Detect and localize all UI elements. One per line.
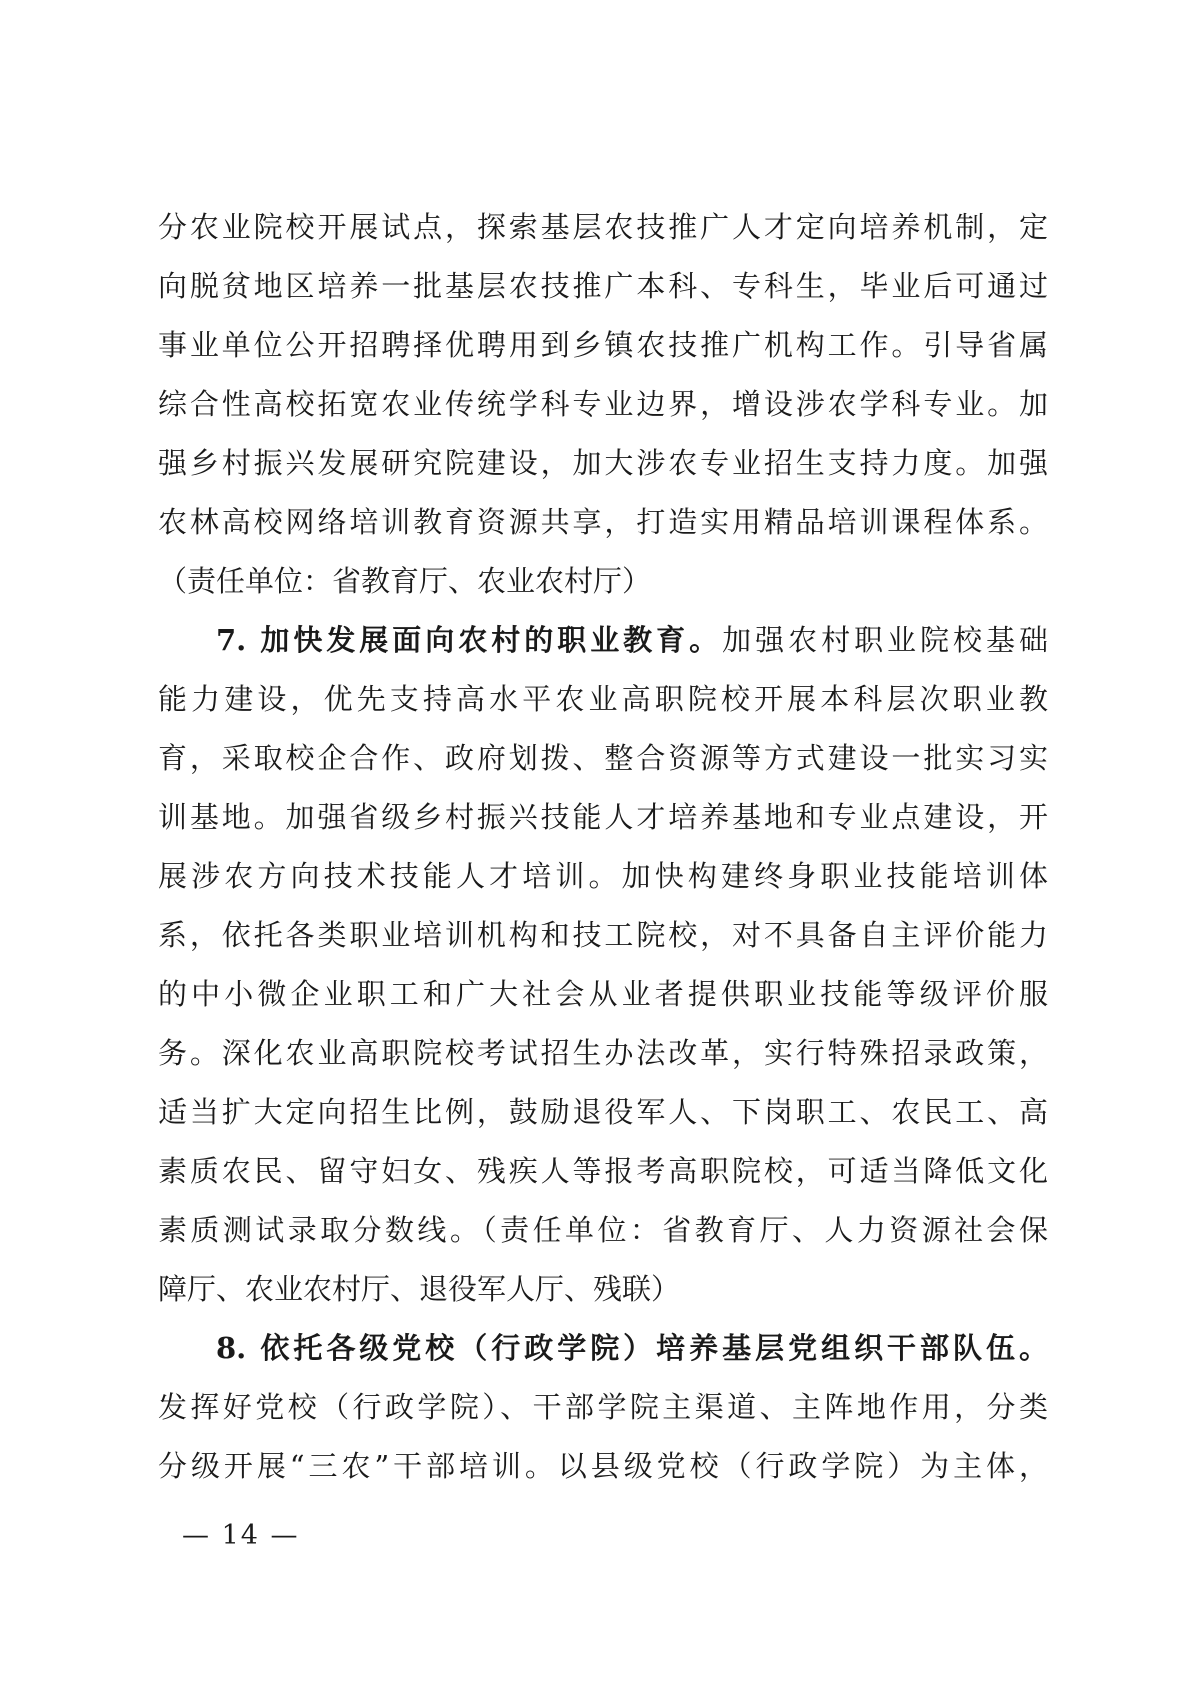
text-line: 向脱贫地区培养一批基层农技推广本科、专科生，毕业后可通过 xyxy=(158,269,1048,303)
text-line: 强乡村振兴发展研究院建设，加大涉农专业招生支持力度。加强 xyxy=(158,446,1048,480)
text-line: 素质测试录取分数线。（责任单位：省教育厅、人力资源社会保 xyxy=(158,1213,1048,1247)
item-7-first-line xyxy=(158,611,1048,670)
text-line: 能力建设，优先支持高水平农业高职院校开展本科层次职业教 xyxy=(158,682,1048,716)
body-text xyxy=(158,198,1048,1496)
text-line: 展涉农方向技术技能人才培训。加快构建终身职业技能培训体 xyxy=(158,859,1048,893)
text-line: 分级开展“三农”干部培训。以县级党校（行政学院）为主体， xyxy=(158,1449,1048,1483)
text-line: 的中小微企业职工和广大社会从业者提供职业技能等级评价服 xyxy=(158,977,1048,1011)
text-line: 务。深化农业高职院校考试招生办法改革，实行特殊招录政策， xyxy=(158,1036,1048,1070)
text-line: 农林高校网络培训教育资源共享，打造实用精品培训课程体系。 xyxy=(158,505,1048,539)
page-number: — 14 — xyxy=(182,1520,300,1551)
responsibility-note: 障厅、农业农村厅、退役军人厅、残联） xyxy=(158,1272,681,1306)
text-line: 育，采取校企合作、政府划拨、整合资源等方式建设一批实习实 xyxy=(158,741,1048,775)
text-line: 素质农民、留守妇女、残疾人等报考高职院校，可适当降低文化 xyxy=(158,1154,1048,1188)
item-7-first-line-text: 加强农村职业院校基础 xyxy=(722,623,1048,657)
text-line: 发挥好党校（行政学院）、干部学院主渠道、主阵地作用，分类 xyxy=(158,1390,1048,1424)
item-8-heading: 8. 依托各级党校（行政学院）培养基层党组织干部队伍。 xyxy=(216,1331,1048,1365)
text-line: 系，依托各类职业培训机构和技工院校，对不具备自主评价能力 xyxy=(158,918,1048,952)
text-line: 综合性高校拓宽农业传统学科专业边界，增设涉农学科专业。加 xyxy=(158,387,1048,421)
text-line: 事业单位公开招聘择优聘用到乡镇农技推广机构工作。引导省属 xyxy=(158,328,1048,362)
text-line: 分农业院校开展试点，探索基层农技推广人才定向培养机制，定 xyxy=(158,210,1048,244)
item-7-heading: 7. 加快发展面向农村的职业教育。 xyxy=(216,623,723,657)
text-line: 适当扩大定向招生比例，鼓励退役军人、下岗职工、农民工、高 xyxy=(158,1095,1048,1129)
text-line: 训基地。加强省级乡村振兴技能人才培养基地和专业点建设，开 xyxy=(158,800,1048,834)
responsibility-note: （责任单位：省教育厅、农业农村厅） xyxy=(158,564,652,598)
